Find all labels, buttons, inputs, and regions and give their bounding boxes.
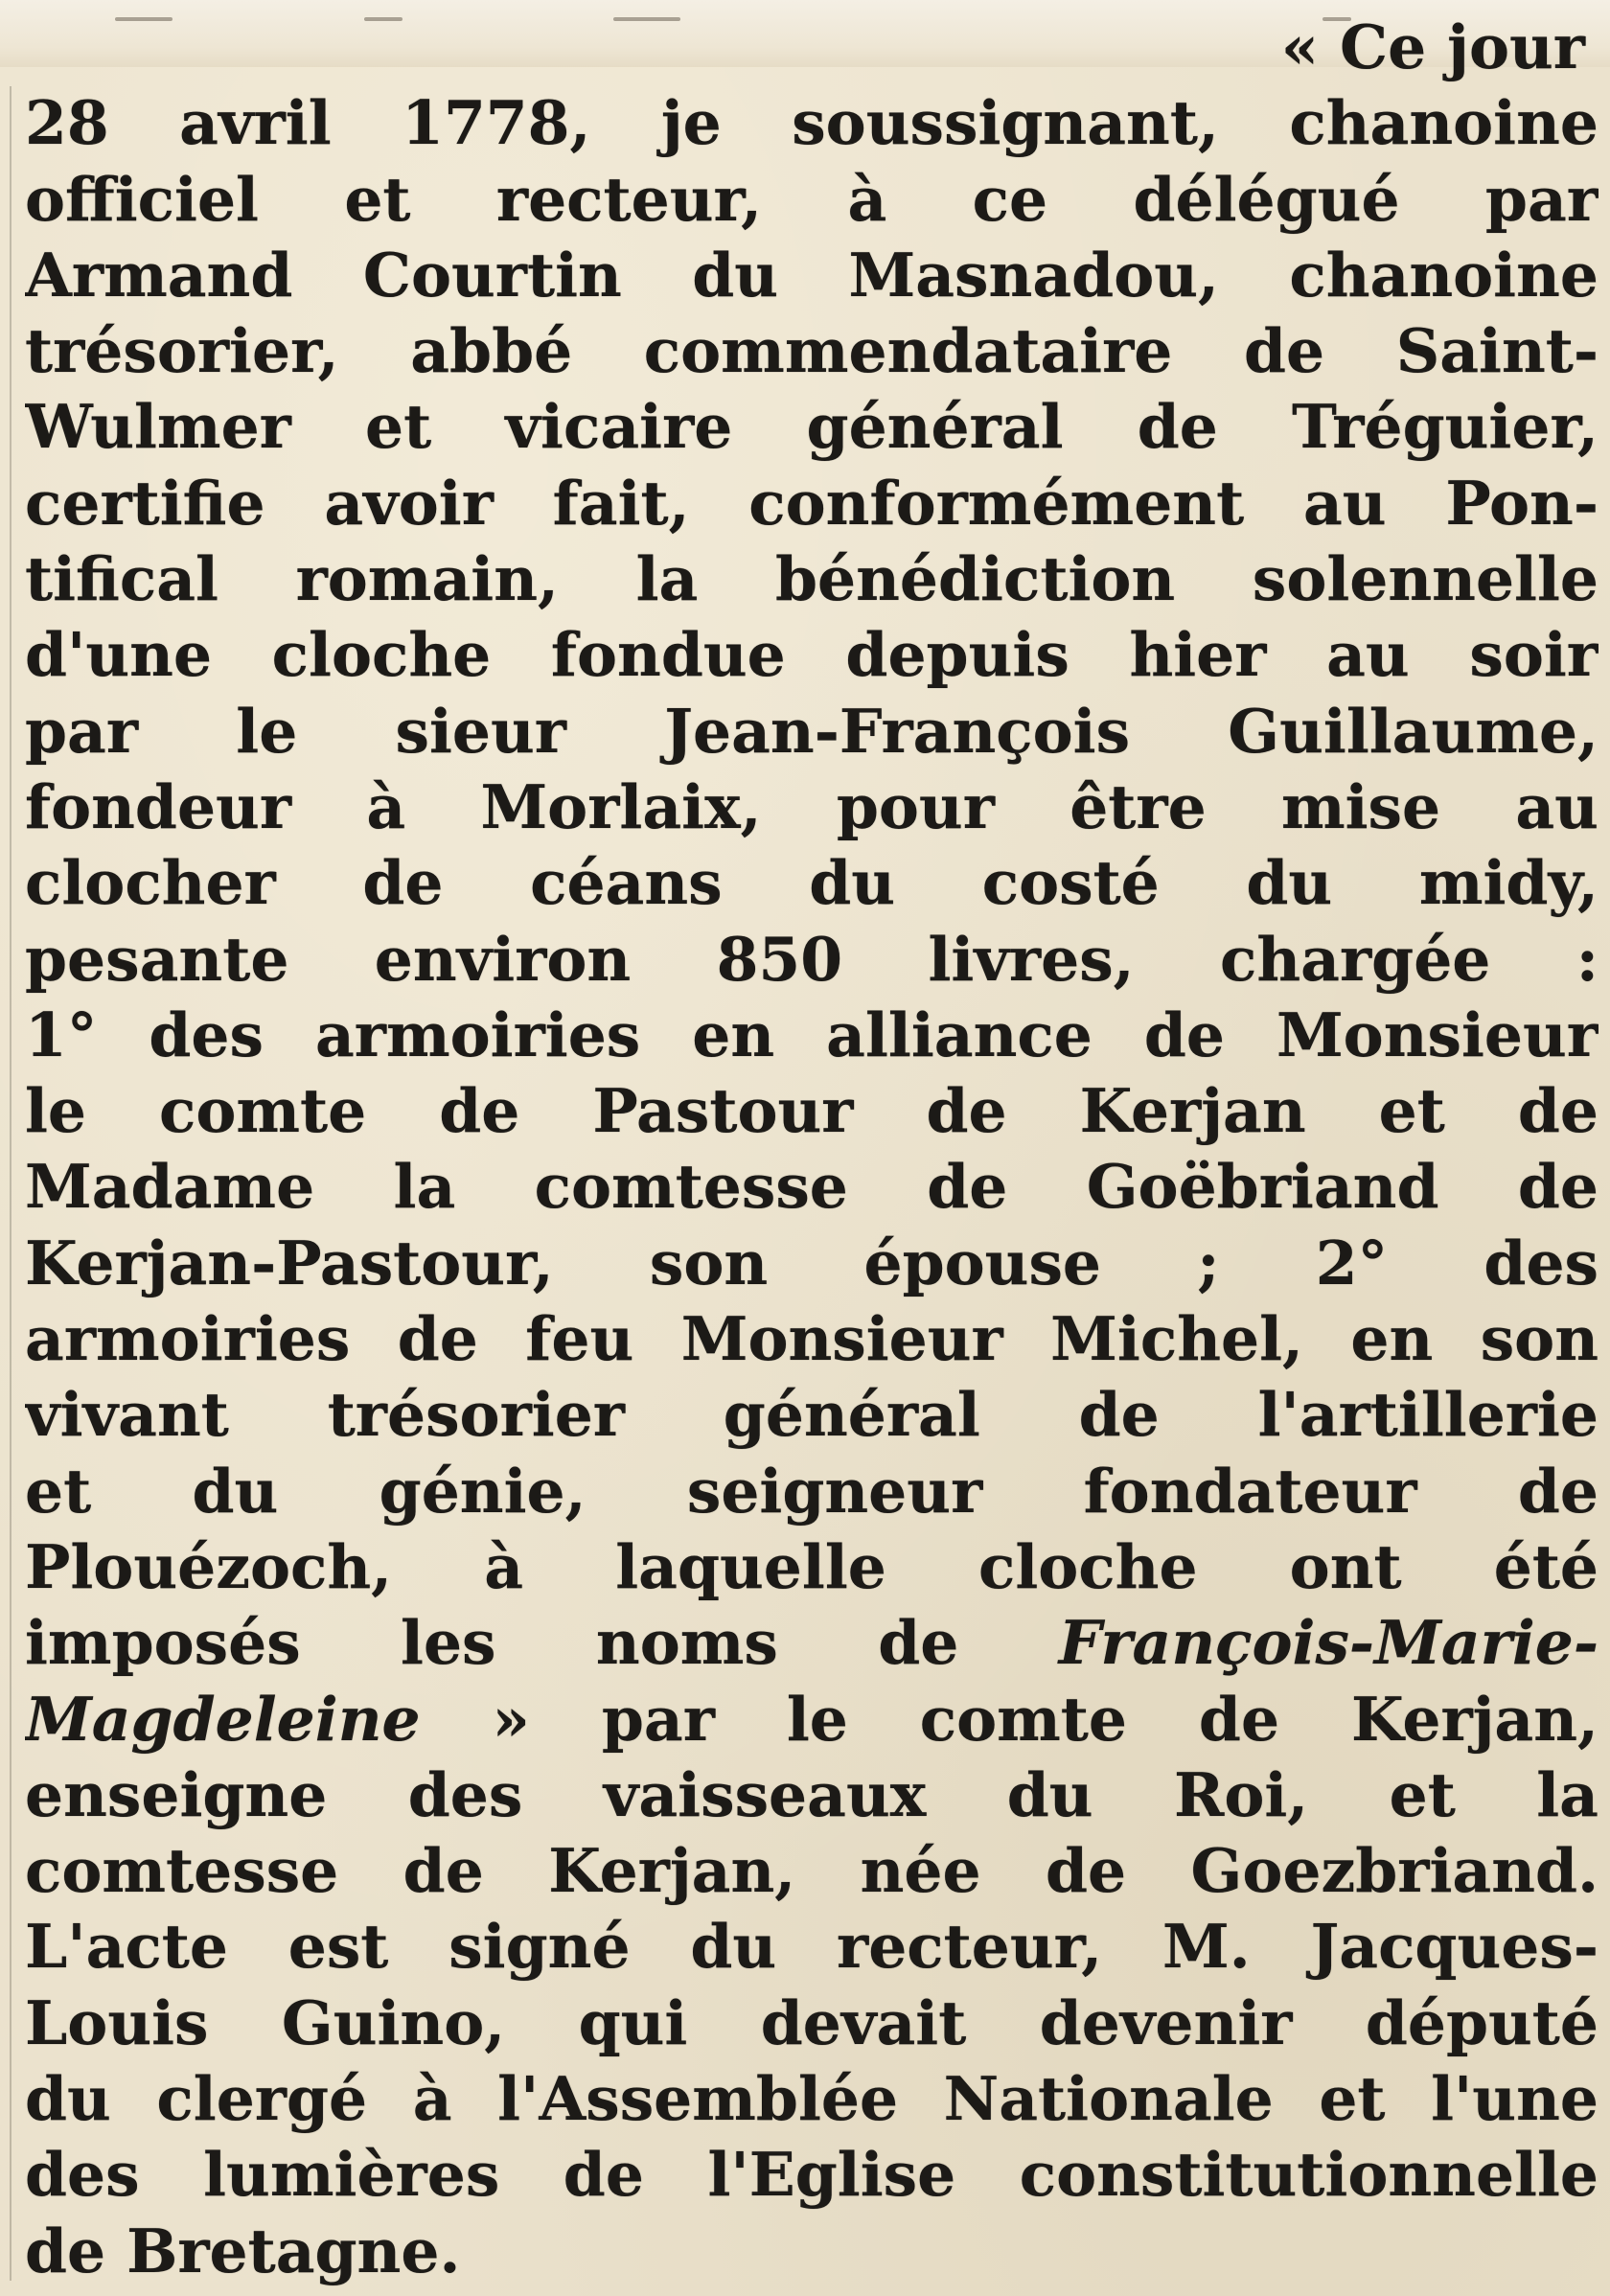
text-line: enseigne des vaisseaux du Roi, et la: [25, 1758, 1598, 1830]
text-line: 1° des armoiries en alliance de Monsieur: [25, 999, 1598, 1070]
text-line: vivant trésorier général de l'artillerie: [25, 1379, 1598, 1451]
text-line: Kerjan-Pastour, son épouse ; 2° des: [25, 1227, 1598, 1298]
text-line: officiel et recteur, à ce délégué par: [25, 163, 1598, 235]
italic-name: Magdeleine: [25, 1683, 421, 1755]
text-line: L'acte est signé du recteur, M. Jacques-: [25, 1911, 1598, 1983]
text-line: fondeur à Morlaix, pour être mise au: [25, 770, 1598, 842]
text-line: et du génie, seigneur fondateur de: [25, 1455, 1598, 1527]
article-text: [25, 10, 1598, 2289]
text-line-mixed: [25, 1682, 1598, 1757]
text-line: du clergé à l'Assemblée Nationale et l'une: [25, 2063, 1598, 2135]
text-line: tifical romain, la bénédiction solennelle: [25, 543, 1598, 615]
text-line: par le sieur Jean-François Guillaume,: [25, 695, 1598, 767]
text-line: des lumières de l'Eglise constitutionnelle: [25, 2139, 1598, 2211]
column-rule: [10, 86, 12, 2281]
text-line: comtesse de Kerjan, née de Goezbriand.: [25, 1835, 1598, 1907]
text-line: certifie avoir fait, conformément au Pon-: [25, 467, 1598, 539]
text-line: Armand Courtin du Masnadou, chanoine: [25, 239, 1598, 310]
text-line: Wulmer et vicaire général de Tréguier,: [25, 391, 1598, 463]
text-line-mixed: [25, 1605, 1598, 1681]
text-line: clocher de céans du costé du midy,: [25, 847, 1598, 919]
text-line: le comte de Pastour de Kerjan et de: [25, 1075, 1598, 1147]
text-line: pesante environ 850 livres, chargée :: [25, 923, 1598, 995]
text-line: Plouézoch, à laquelle cloche ont été: [25, 1530, 1598, 1602]
text-segment: imposés les noms de: [25, 1607, 959, 1679]
text-line: Louis Guino, qui devait devenir député: [25, 1986, 1598, 2058]
text-line: de Bretagne.: [25, 2215, 461, 2286]
text-line: « Ce jour: [1280, 11, 1585, 82]
text-segment: » par le comte de Kerjan,: [492, 1683, 1598, 1755]
text-line: armoiries de feu Monsieur Michel, en son: [25, 1303, 1598, 1375]
text-line: d'une cloche fondue depuis hier au soir: [25, 619, 1598, 691]
text-line: trésorier, abbé commendataire de Saint-: [25, 315, 1598, 387]
text-line: 28 avril 1778, je soussignant, chanoine: [25, 87, 1598, 159]
italic-name: François-Marie-: [1058, 1607, 1598, 1679]
text-line: Madame la comtesse de Goëbriand de: [25, 1151, 1598, 1223]
